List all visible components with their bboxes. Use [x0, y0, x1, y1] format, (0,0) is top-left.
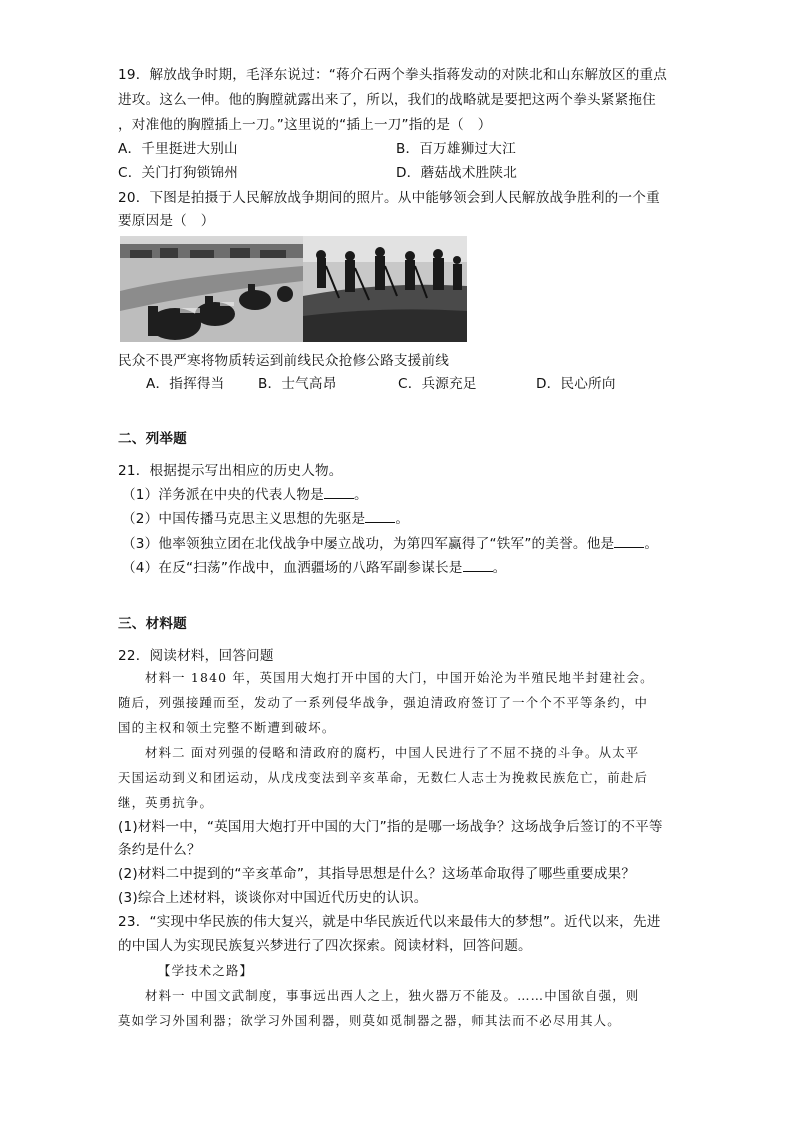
- q22-material1-line3: 国的主权和领土完整不断遭到破坏。: [118, 720, 336, 735]
- q23-heading: 【学技术之路】: [158, 963, 254, 978]
- q20-line1: 20．下图是拍摄于人民解放战争期间的照片。从中能够领会到人民解放战争胜利的一个重: [118, 190, 660, 206]
- photo-road-repair: [303, 236, 467, 342]
- q21-sub1-end: 。: [353, 487, 368, 503]
- q19-line2: 进攻。这么一伸。他的胸膛就露出来了，所以，我们的战略就是要把这两个拳头紧紧拖住: [118, 92, 656, 108]
- q21-sub3: [122, 535, 658, 553]
- q22-material1-line1: 材料一 1840 年，英国用大炮打开中国的大门，中国开始沦为半殖民地半封建社会。: [145, 670, 654, 685]
- q21-sub2-end: 。: [395, 511, 410, 527]
- q22-part1-line2: 条约是什么？: [118, 842, 201, 858]
- q19-option-a: A．千里挺进大别山: [118, 141, 238, 157]
- answer-blank[interactable]: [463, 559, 493, 572]
- q22-material2-line3: 继，英勇抗争。: [118, 795, 214, 810]
- q21-sub3-text: （3）他率领独立团在北伐战争中屡立战功，为第四军赢得了“铁军”的美誉。他是: [122, 536, 615, 552]
- q21-sub1: [122, 486, 368, 504]
- q21-sub4: [122, 559, 506, 577]
- q21-sub1-text: （1）洋务派在中央的代表人物是: [122, 487, 324, 503]
- section-listing-title: 二、列举题: [118, 431, 187, 447]
- answer-blank[interactable]: [324, 486, 354, 499]
- q19-option-d: D．蘑菇战术胜陕北: [396, 165, 518, 181]
- q23-line1: 23．“实现中华民族的伟大复兴，就是中华民族近代以来最伟大的梦想”。近代以来，先进: [118, 914, 661, 930]
- q22-part2: (2)材料二中提到的“辛亥革命”，其指导思想是什么？这场革命取得了哪些重要成果？: [118, 866, 636, 882]
- q23-line2: 的中国人为实现民族复兴梦进行了四次探索。阅读材料，回答问题。: [118, 938, 532, 954]
- q22-material2-line2: 天国运动到义和团运动，从戊戌变法到辛亥革命，无数仁人志士为挽救民族危亡，前赴后: [118, 770, 649, 785]
- q20-option-a: A．指挥得当: [146, 376, 225, 392]
- q19-option-b: B．百万雄狮过大江: [396, 141, 516, 157]
- photo-transport-supplies: [120, 236, 303, 342]
- q22-part1-line1: (1)材料一中，“英国用大炮打开中国的大门”指的是哪一场战争？这场战争后签订的不平等: [118, 819, 663, 835]
- section-material-title: 三、材料题: [118, 616, 187, 632]
- answer-blank[interactable]: [365, 510, 395, 523]
- q21-stem: 21．根据提示写出相应的历史人物。: [118, 463, 343, 479]
- q19-line3: ，对准他的胸膛插上一刀。”这里说的“插上一刀”指的是（ ）: [118, 117, 492, 133]
- q20-option-b: B．士气高昂: [258, 376, 337, 392]
- q22-stem: 22．阅读材料，回答问题: [118, 648, 274, 664]
- q22-material1-line2: 随后，列强接踵而至，发动了一系列侵华战争，强迫清政府签订了一个个不平等条约，中: [118, 695, 649, 710]
- q20-line2: 要原因是（ ）: [118, 213, 215, 229]
- q19-line1: 19．解放战争时期，毛泽东说过：“蒋介石两个拳头指蒋发动的对陕北和山东解放区的重点: [118, 67, 668, 83]
- q20-option-c: C．兵源充足: [398, 376, 477, 392]
- q20-photo-caption: 民众不畏严寒将物质转运到前线民众抢修公路支援前线: [118, 353, 450, 369]
- q21-sub3-end: 。: [644, 536, 659, 552]
- answer-blank[interactable]: [614, 535, 644, 548]
- q21-sub4-end: 。: [492, 560, 507, 576]
- q21-sub2-text: （2）中国传播马克思主义思想的先驱是: [122, 511, 366, 527]
- q20-option-d: D．民心所向: [536, 376, 616, 392]
- q19-option-c: C．关门打狗锁锦州: [118, 165, 239, 181]
- q22-material2-line1: 材料二 面对列强的侵略和清政府的腐朽，中国人民进行了不屈不挠的斗争。从太平: [145, 745, 640, 760]
- q21-sub2: [122, 510, 409, 528]
- q23-material1-line1: 材料一 中国文武制度，事事远出西人之上，独火器万不能及。……中国欲自强，则: [145, 988, 640, 1003]
- q21-sub4-text: （4）在反“扫荡”作战中，血洒疆场的八路军副参谋长是: [122, 560, 463, 576]
- q23-material1-line2: 莫如学习外国利器；欲学习外国利器，则莫如觅制器之器，师其法而不必尽用其人。: [118, 1013, 621, 1028]
- q22-part3: (3)综合上述材料，谈谈你对中国近代历史的认识。: [118, 890, 428, 906]
